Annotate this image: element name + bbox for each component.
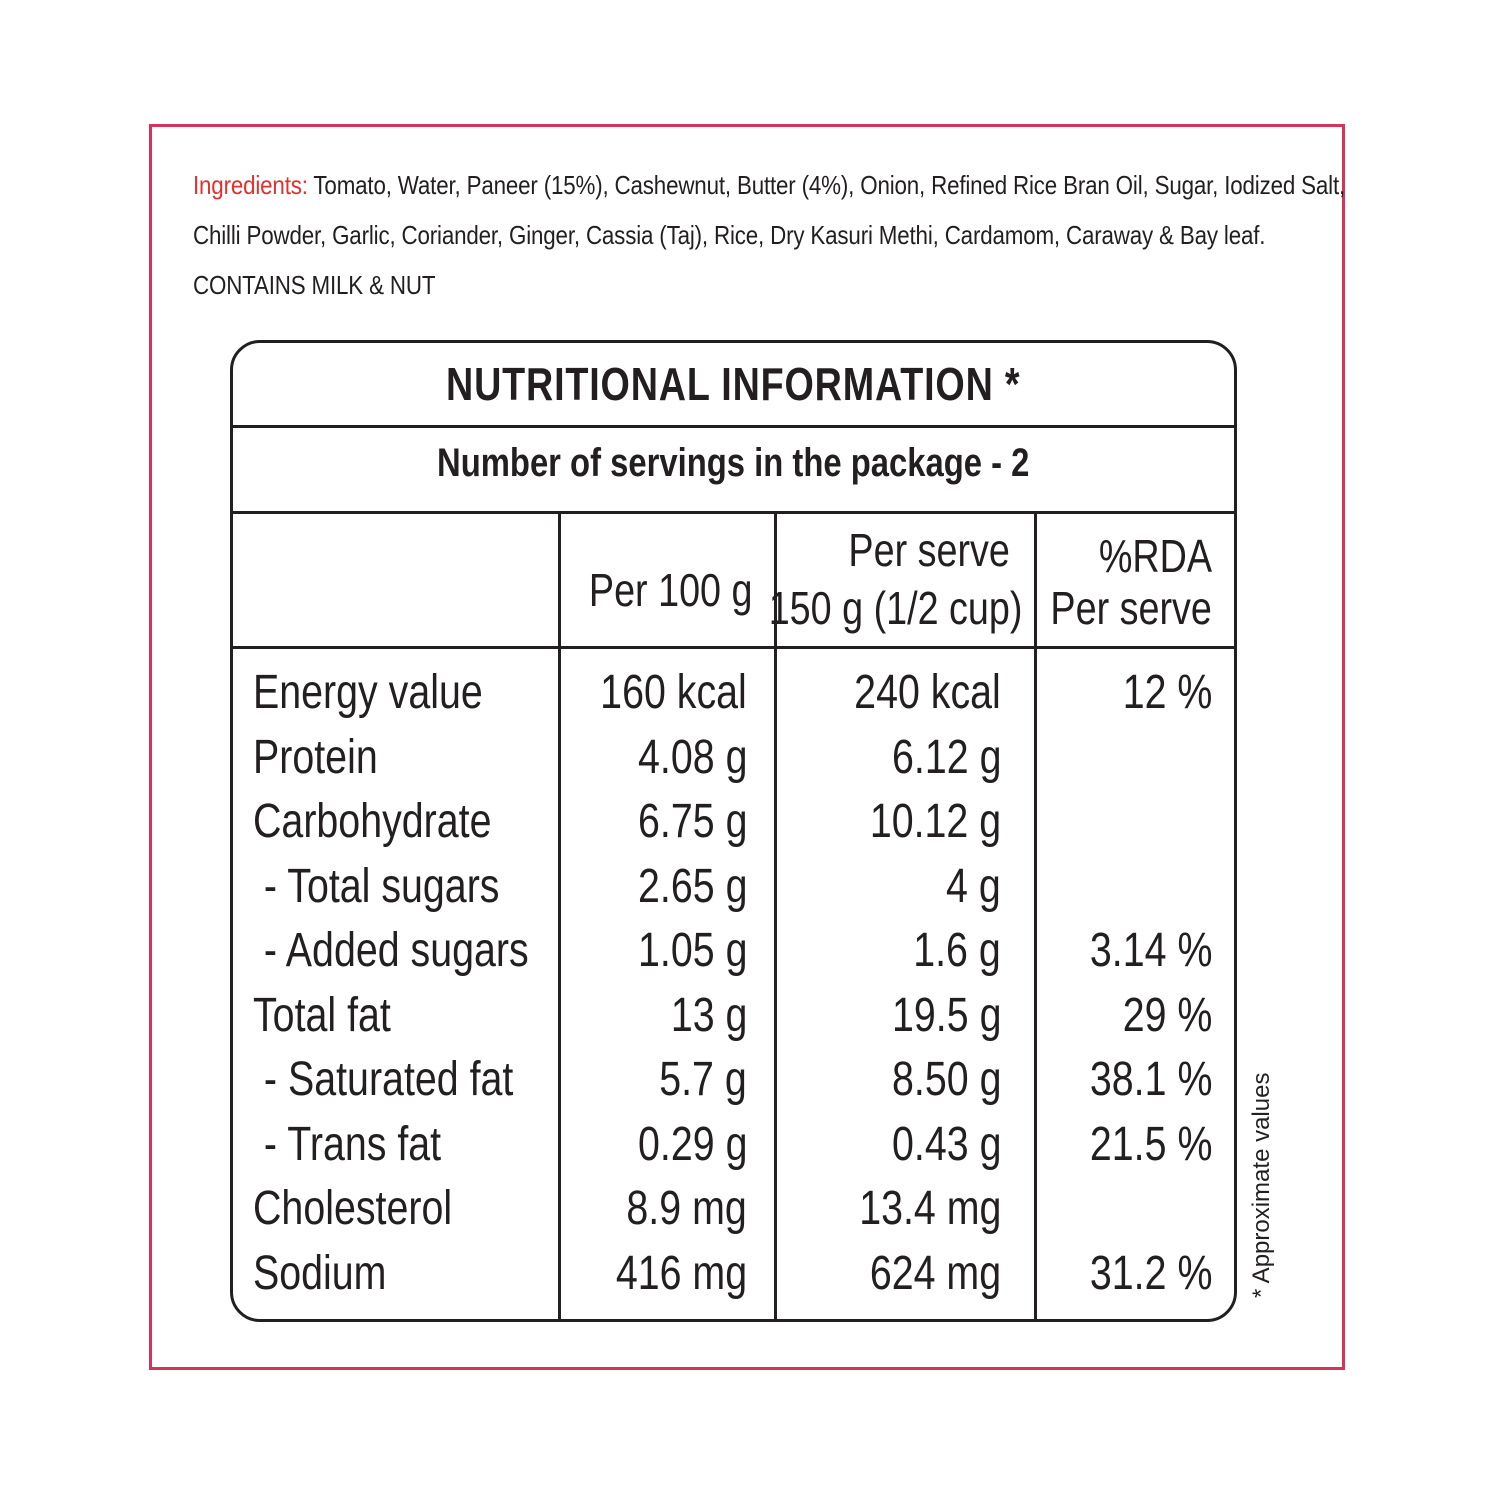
nutrient-per-serve: 13.4 mg bbox=[858, 1182, 1001, 1235]
header-rda: %RDA bbox=[1098, 530, 1212, 582]
nutrient-per-serve: 240 kcal bbox=[854, 666, 1001, 719]
nutrient-name: - Added sugars bbox=[253, 924, 529, 977]
servings-divider bbox=[233, 511, 1234, 514]
nutrient-name: Carbohydrate bbox=[253, 795, 492, 848]
nutrient-rda: 3.14 % bbox=[1089, 924, 1212, 977]
nutrient-per-100g: 1.05 g bbox=[637, 924, 747, 977]
header-per-100g: Per 100 g bbox=[588, 564, 752, 616]
nutrient-name: - Total sugars bbox=[253, 860, 500, 913]
nutrient-per-100g: 5.7 g bbox=[659, 1053, 747, 1106]
ingredients-text-1: Tomato, Water, Paneer (15%), Cashewnut, Butter (4%), Onion, Refined Rice Bran Oil, Sugar, Iodized Salt, bbox=[307, 170, 1346, 200]
footnote-approximate-values: * Approximate values bbox=[1248, 1072, 1275, 1298]
nutrient-per-100g: 416 mg bbox=[615, 1247, 747, 1300]
column-divider-3 bbox=[1034, 511, 1037, 1319]
nutrient-per-serve: 1.6 g bbox=[913, 924, 1001, 977]
nutrient-per-100g: 8.9 mg bbox=[626, 1182, 747, 1235]
header-per-serve: Per serve bbox=[848, 524, 1010, 576]
nutrition-panel bbox=[230, 340, 1237, 1322]
ingredients-block bbox=[193, 160, 1346, 310]
nutrient-name: Total fat bbox=[253, 989, 391, 1042]
nutrient-name: - Saturated fat bbox=[253, 1053, 514, 1106]
title-divider bbox=[233, 425, 1234, 428]
nutrient-per-100g: 4.08 g bbox=[637, 731, 747, 784]
nutrient-name: Cholesterol bbox=[253, 1182, 453, 1235]
nutrition-title: NUTRITIONAL INFORMATION * bbox=[446, 358, 1021, 410]
nutrient-per-serve: 624 mg bbox=[869, 1247, 1001, 1300]
nutrient-per-serve: 0.43 g bbox=[891, 1118, 1001, 1171]
nutrient-per-serve: 19.5 g bbox=[891, 989, 1001, 1042]
nutrient-per-100g: 0.29 g bbox=[637, 1118, 747, 1171]
nutrient-rda: 21.5 % bbox=[1089, 1118, 1212, 1171]
nutrient-per-serve: 8.50 g bbox=[891, 1053, 1001, 1106]
nutrient-name: - Trans fat bbox=[253, 1118, 442, 1171]
nutrient-per-serve: 6.12 g bbox=[891, 731, 1001, 784]
nutrient-per-serve: 10.12 g bbox=[869, 795, 1001, 848]
nutrient-name: Protein bbox=[253, 731, 378, 784]
nutrient-rda: 38.1 % bbox=[1089, 1053, 1212, 1106]
nutrient-rda: 31.2 % bbox=[1089, 1247, 1212, 1300]
column-divider-1 bbox=[558, 511, 561, 1319]
allergen-statement: CONTAINS MILK & NUT bbox=[193, 270, 436, 300]
nutrient-name: Energy value bbox=[253, 666, 483, 719]
nutrient-rda: 12 % bbox=[1122, 666, 1212, 719]
nutrient-per-100g: 6.75 g bbox=[637, 795, 747, 848]
header-divider bbox=[233, 646, 1234, 649]
nutrient-per-serve: 4 g bbox=[946, 860, 1001, 913]
header-rda-per-serve: Per serve bbox=[1050, 582, 1212, 634]
nutrient-name: Sodium bbox=[253, 1247, 387, 1300]
servings-text: Number of servings in the package - 2 bbox=[437, 441, 1030, 485]
nutrient-rda: 29 % bbox=[1122, 989, 1212, 1042]
ingredients-label: Ingredients: bbox=[193, 170, 308, 200]
nutrient-per-100g: 160 kcal bbox=[600, 666, 747, 719]
ingredients-line-1 bbox=[193, 160, 1346, 210]
nutrient-per-100g: 13 g bbox=[670, 989, 747, 1042]
nutrient-per-100g: 2.65 g bbox=[637, 860, 747, 913]
header-serve-size: 150 g (1/2 cup) bbox=[768, 582, 1022, 634]
ingredients-line-2: Chilli Powder, Garlic, Coriander, Ginger, Cassia (Taj), Rice, Dry Kasuri Methi, Cardamom, Caraway & Bay leaf. bbox=[193, 220, 1266, 250]
